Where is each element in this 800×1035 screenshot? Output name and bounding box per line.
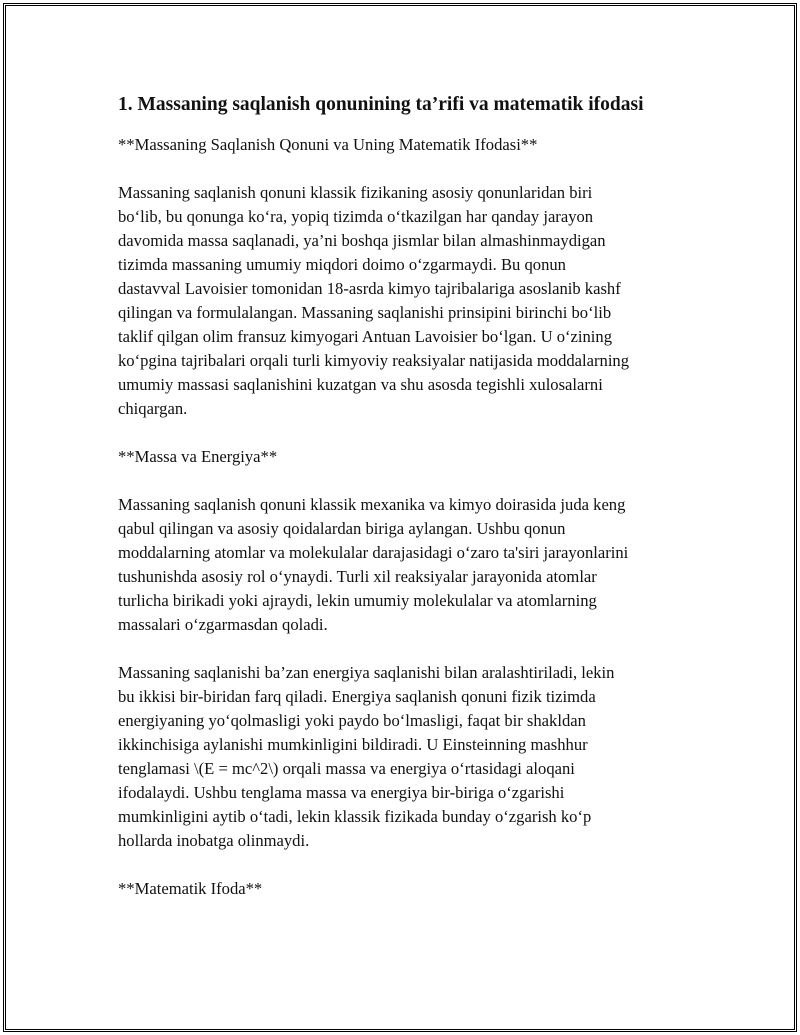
text-line: Massaning saqlanish qonuni klassik fizikaning asosiy qonunlaridan biri (118, 183, 593, 202)
document-subtitle: **Massaning Saqlanish Qonuni va Uning Matematik Ifodasi** (118, 135, 538, 154)
text-line: turlicha birikadi yoki ajraydi, lekin umumiy molekulalar va atomlarning (118, 591, 597, 610)
text-line: taklif qilgan olim fransuz kimyogari Antuan Lavoisier bo‘lgan. U o‘zining (118, 327, 613, 346)
section-heading-mass-energy: **Massa va Energiya** (118, 447, 278, 466)
text-line: mumkinligini aytib o‘tadi, lekin klassik fizikada bunday o‘zgarish ko‘p (118, 807, 592, 826)
text-line: moddalarning atomlar va molekulalar darajasidagi o‘zaro ta'siri jarayonlarini (118, 543, 629, 562)
text-line: tenglamasi \(E = mc^2\) orqali massa va energiya o‘rtasidagi aloqani (118, 759, 575, 778)
text-line: tushunishda asosiy rol o‘ynaydi. Turli xil reaksiyalar jarayonida atomlar (118, 567, 597, 586)
text-line: Massaning saqlanish qonuni klassik mexanika va kimyo doirasida juda keng (118, 495, 626, 514)
document-title: 1. Massaning saqlanish qonunining ta’rifi va matematik ifodasi (118, 94, 644, 115)
text-line: bu ikkisi bir-biridan farq qiladi. Energiya saqlanish qonuni fizik tizimda (118, 687, 596, 706)
text-line: energiyaning yo‘qolmasligi yoki paydo bo‘lmasligi, faqat bir shakldan (118, 711, 586, 730)
text-line: davomida massa saqlanadi, ya’ni boshqa jismlar bilan almashinmaydigan (118, 231, 606, 250)
text-line: massalari o‘zgarmasdan qoladi. (118, 615, 328, 634)
text-line: bo‘lib, bu qonunga ko‘ra, yopiq tizimda o‘tkazilgan har qanday jarayon (118, 207, 594, 226)
text-line: ifodalaydi. Ushbu tenglama massa va energiya bir-biriga o‘zgarishi (118, 783, 565, 802)
text-line: chiqargan. (118, 399, 188, 418)
text-line: ikkinchisiga aylanishi mumkinligini bildiradi. U Einsteinning mashhur (118, 735, 588, 754)
paragraph-energy-conservation (118, 661, 698, 853)
text-line: Massaning saqlanishi ba’zan energiya saqlanishi bilan aralashtiriladi, lekin (118, 663, 615, 682)
document-body (118, 90, 698, 925)
text-line: hollarda inobatga olinmaydi. (118, 831, 310, 850)
paragraph-intro (118, 181, 698, 421)
text-line: qilingan va formulalangan. Massaning saqlanishi prinsipini birinchi bo‘lib (118, 303, 612, 322)
text-line: tizimda massaning umumiy miqdori doimo o‘zgarmaydi. Bu qonun (118, 255, 566, 274)
section-heading-math: **Matematik Ifoda** (118, 879, 263, 898)
text-line: dastavval Lavoisier tomonidan 18-asrda kimyo tajribalariga asoslanib kashf (118, 279, 621, 298)
text-line: qabul qilingan va asosiy qoidalardan biriga aylangan. Ushbu qonun (118, 519, 566, 538)
text-line: umumiy massasi saqlanishini kuzatgan va shu asosda tegishli xulosalarni (118, 375, 603, 394)
text-line: ko‘pgina tajribalari orqali turli kimyoviy reaksiyalar natijasida moddalarning (118, 351, 630, 370)
paragraph-classical-mechanics (118, 493, 698, 637)
